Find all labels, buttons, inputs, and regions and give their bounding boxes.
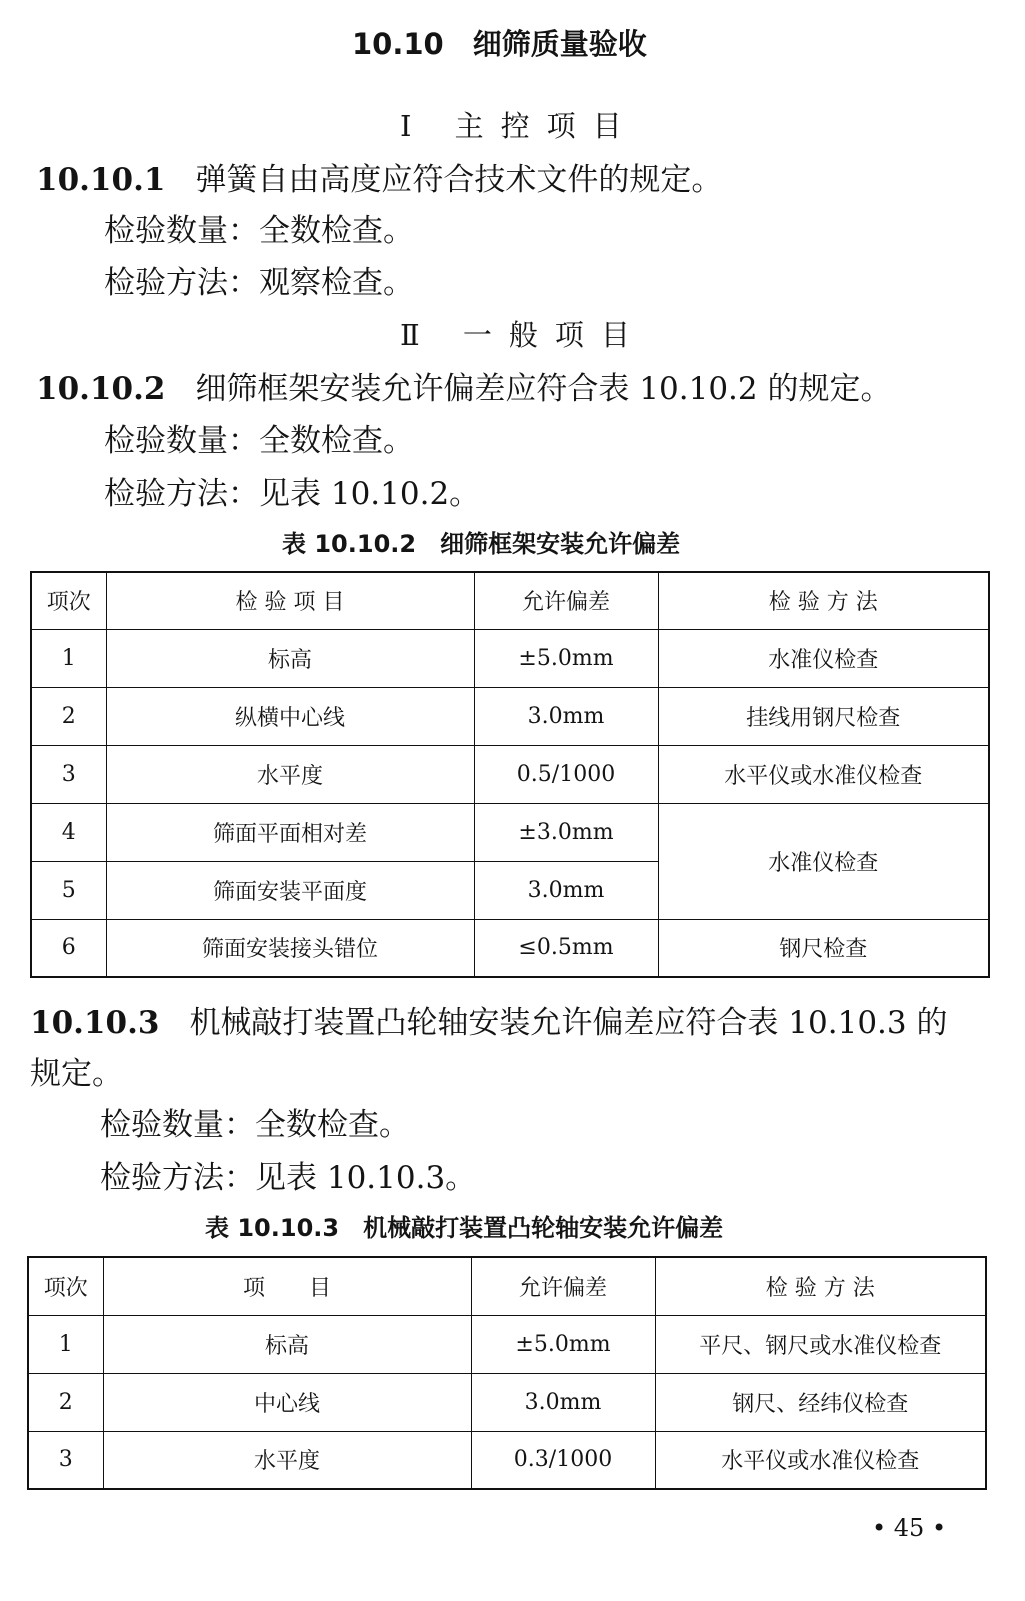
page-number: • 45 • xyxy=(872,1514,947,1542)
table-cell: 水平仪或水准仪检查 xyxy=(655,1431,986,1489)
table-cell: 筛面安装平面度 xyxy=(106,861,474,919)
clause-text: 弹簧自由高度应符合技术文件的规定。 xyxy=(195,162,723,198)
table-cell: 4 xyxy=(31,803,106,861)
clause-10-10-3 xyxy=(30,997,947,1042)
table-cell: 水平度 xyxy=(106,745,474,803)
table-cell: 水平仪或水准仪检查 xyxy=(658,745,989,803)
table-cell: 筛面平面相对差 xyxy=(106,803,474,861)
clause-text: 细筛框架安装允许偏差应符合表 10.10.2 的规定。 xyxy=(195,371,892,407)
clause-3-continuation: 规定。 xyxy=(30,1056,123,1092)
table-cell: 筛面安装接头错位 xyxy=(106,919,474,977)
table-cell: 中心线 xyxy=(103,1373,471,1431)
table-cell: 钢尺、经纬仪检查 xyxy=(655,1373,986,1431)
table-cell: 标高 xyxy=(106,629,474,687)
clause-3-inspection-quantity: 检验数量：全数检查。 xyxy=(100,1107,410,1143)
clause-number: 10.10.1 xyxy=(36,162,166,198)
table-row xyxy=(28,1315,986,1373)
table-cell: ≤0.5mm xyxy=(474,919,658,977)
header-cell: 允许偏差 xyxy=(471,1257,655,1315)
table-cell: 3.0mm xyxy=(474,687,658,745)
tolerance-table-10-10-3 xyxy=(27,1256,987,1490)
part1-heading: Ⅰ 主控项目 xyxy=(400,109,639,143)
table2-caption: 表 10.10.3 机械敲打装置凸轮轴安装允许偏差 xyxy=(205,1214,724,1242)
part2-heading: Ⅱ 一般项目 xyxy=(400,318,647,352)
table-header-row xyxy=(28,1257,986,1315)
table-row xyxy=(31,687,989,745)
table-cell: 0.3/1000 xyxy=(471,1431,655,1489)
clause-number: 10.10.3 xyxy=(30,1005,160,1041)
table-cell: 3.0mm xyxy=(474,861,658,919)
section-title: 10.10 细筛质量验收 xyxy=(352,27,647,61)
header-cell: 项次 xyxy=(31,572,106,629)
table-cell: ±5.0mm xyxy=(471,1315,655,1373)
table-cell: 水平度 xyxy=(103,1431,471,1489)
clause-1-inspection-quantity: 检验数量：全数检查。 xyxy=(104,213,414,249)
table-cell: 钢尺检查 xyxy=(658,919,989,977)
table-cell: 纵横中心线 xyxy=(106,687,474,745)
header-cell: 允许偏差 xyxy=(474,572,658,629)
table-header-row xyxy=(31,572,989,629)
table-cell: 3 xyxy=(31,745,106,803)
clause-number: 10.10.2 xyxy=(36,371,166,407)
table-cell: 3 xyxy=(28,1431,103,1489)
table-row xyxy=(31,745,989,803)
table-cell: ±3.0mm xyxy=(474,803,658,861)
clause-2-inspection-quantity: 检验数量：全数检查。 xyxy=(104,423,414,459)
table-row xyxy=(28,1431,986,1489)
table-cell-merged: 水准仪检查 xyxy=(658,803,989,919)
table-row xyxy=(31,919,989,977)
tolerance-table-10-10-2 xyxy=(30,571,990,978)
table-cell: 标高 xyxy=(103,1315,471,1373)
table1-caption: 表 10.10.2 细筛框架安装允许偏差 xyxy=(282,530,681,558)
clause-1-inspection-method: 检验方法：观察检查。 xyxy=(104,265,414,301)
table-row xyxy=(28,1373,986,1431)
header-cell: 项次 xyxy=(28,1257,103,1315)
header-cell: 项 目 xyxy=(103,1257,471,1315)
clause-2-inspection-method: 检验方法：见表 10.10.2。 xyxy=(104,476,481,512)
clause-10-10-1 xyxy=(36,154,722,199)
table-cell: 平尺、钢尺或水准仪检查 xyxy=(655,1315,986,1373)
table-cell: 水准仪检查 xyxy=(658,629,989,687)
table-row xyxy=(31,803,989,861)
table-cell: 3.0mm xyxy=(471,1373,655,1431)
clause-text: 机械敲打装置凸轮轴安装允许偏差应符合表 10.10.3 的 xyxy=(189,1005,948,1041)
table-cell: 1 xyxy=(31,629,106,687)
table-row xyxy=(31,629,989,687)
table-cell: 0.5/1000 xyxy=(474,745,658,803)
clause-3-inspection-method: 检验方法：见表 10.10.3。 xyxy=(100,1160,477,1196)
table-cell: 6 xyxy=(31,919,106,977)
table-cell: 1 xyxy=(28,1315,103,1373)
header-cell: 检 验 方 法 xyxy=(655,1257,986,1315)
table-cell: 挂线用钢尺检查 xyxy=(658,687,989,745)
table-cell: 2 xyxy=(31,687,106,745)
table-cell: ±5.0mm xyxy=(474,629,658,687)
table-cell: 2 xyxy=(28,1373,103,1431)
clause-10-10-2 xyxy=(36,363,891,408)
header-cell: 检 验 方 法 xyxy=(658,572,989,629)
header-cell: 检 验 项 目 xyxy=(106,572,474,629)
table-cell: 5 xyxy=(31,861,106,919)
